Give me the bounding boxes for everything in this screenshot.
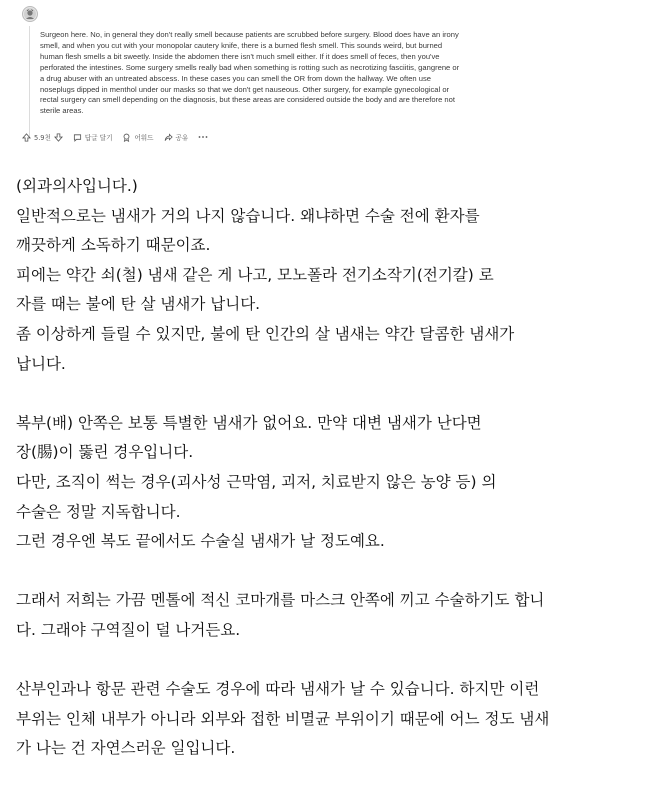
translation-text — [16, 172, 646, 764]
share-button[interactable] — [164, 132, 189, 142]
share-label: 공유 — [175, 134, 189, 142]
text-line: 일반적으로는 냄새가 거의 나지 않습니다. 왜냐하면 수술 전에 환자를 — [16, 206, 480, 225]
award-button[interactable] — [122, 132, 153, 142]
text-line: 좀 이상하게 들릴 수 있지만, 불에 탄 인간의 살 냄새는 약간 달콤한 냄새가 — [16, 324, 515, 343]
upvote-icon[interactable] — [22, 133, 31, 142]
text-line: 납니다. — [16, 354, 66, 373]
share-icon — [164, 133, 173, 142]
text-line: 복부(배) 안쪽은 보통 특별한 냄새가 없어요. 만약 대변 냄새가 난다면 — [16, 413, 482, 432]
text-line: 장(腸)이 뚫린 경우입니다. — [16, 443, 194, 462]
award-icon — [122, 133, 131, 142]
upvote-count: 5.9천 — [34, 134, 51, 142]
downvote-icon[interactable] — [54, 133, 63, 142]
text-line: 다만, 조직이 썩는 경우(괴사성 근막염, 괴저, 치료받지 않은 농양 등) 의 — [16, 472, 497, 491]
text-line: 부위는 인체 내부가 아니라 외부와 접한 비멸균 부위이기 때문에 어느 정도 냄새 — [16, 709, 550, 728]
text-line: 산부인과나 항문 관련 수술도 경우에 따라 냄새가 날 수 있습니다. 하지만 이런 — [16, 680, 540, 699]
avatar[interactable] — [22, 6, 38, 22]
comment-text: Surgeon here. No, in general they don't really smell because patients are scrubbed before surgery. Blood does have an irony smell, and when you cut with your monopolar cautery knife, there is a burned flesh smell. This sounds weird, but burned human flesh smells a bit sweetly. Inside the abdomen there isn't much smell either. If it does smell of feces, then you've perforated the intestines. Some surgery smells really bad when something is rotting such as necrotizing fasciitis, gangrene or a drug abuser with an untreated abscess. In these cases you can smell the OR from down the hallway. We often use noseplugs dipped in menthol under our masks so that we don't get nauseous. Other surgery, for example gynecological or rectal surgery can smell depending on the diagnosis, but these areas are considered outside the body and are therefore not sterile areas. — [40, 30, 460, 116]
reply-button[interactable] — [73, 132, 113, 142]
reply-label: 답글 달기 — [84, 134, 113, 142]
text-line: 다. 그래야 구역질이 덜 나거든요. — [16, 620, 241, 639]
text-line: 그래서 저희는 가끔 멘톨에 적신 코마개를 마스크 안쪽에 끼고 수술하기도 합니 — [16, 591, 545, 610]
text-line: 가 나는 건 자연스러운 일입니다. — [16, 739, 236, 758]
paragraph-gap — [16, 557, 646, 587]
reply-icon — [73, 133, 82, 142]
text-line: (외과의사입니다.) — [16, 177, 138, 195]
paragraph-gap — [16, 646, 646, 676]
comment-action-bar — [22, 128, 218, 146]
paragraph-gap — [16, 379, 646, 409]
text-line: 깨끗하게 소독하기 때문이죠. — [16, 236, 211, 255]
text-line: 수술은 정말 지독합니다. — [16, 502, 181, 521]
more-options-button[interactable] — [198, 135, 208, 139]
vote-control — [22, 132, 63, 142]
thread-line — [29, 26, 30, 138]
more-icon — [198, 135, 208, 139]
text-line: 피에는 약간 쇠(철) 냄새 같은 게 나고, 모노폴라 전기소작기(전기칼) 로 — [16, 265, 494, 284]
award-label: 어워드 — [134, 134, 154, 142]
text-line: 자를 때는 불에 탄 살 냄새가 납니다. — [16, 295, 261, 314]
text-line: 그런 경우엔 복도 끝에서도 수술실 냄새가 날 정도예요. — [16, 532, 385, 551]
